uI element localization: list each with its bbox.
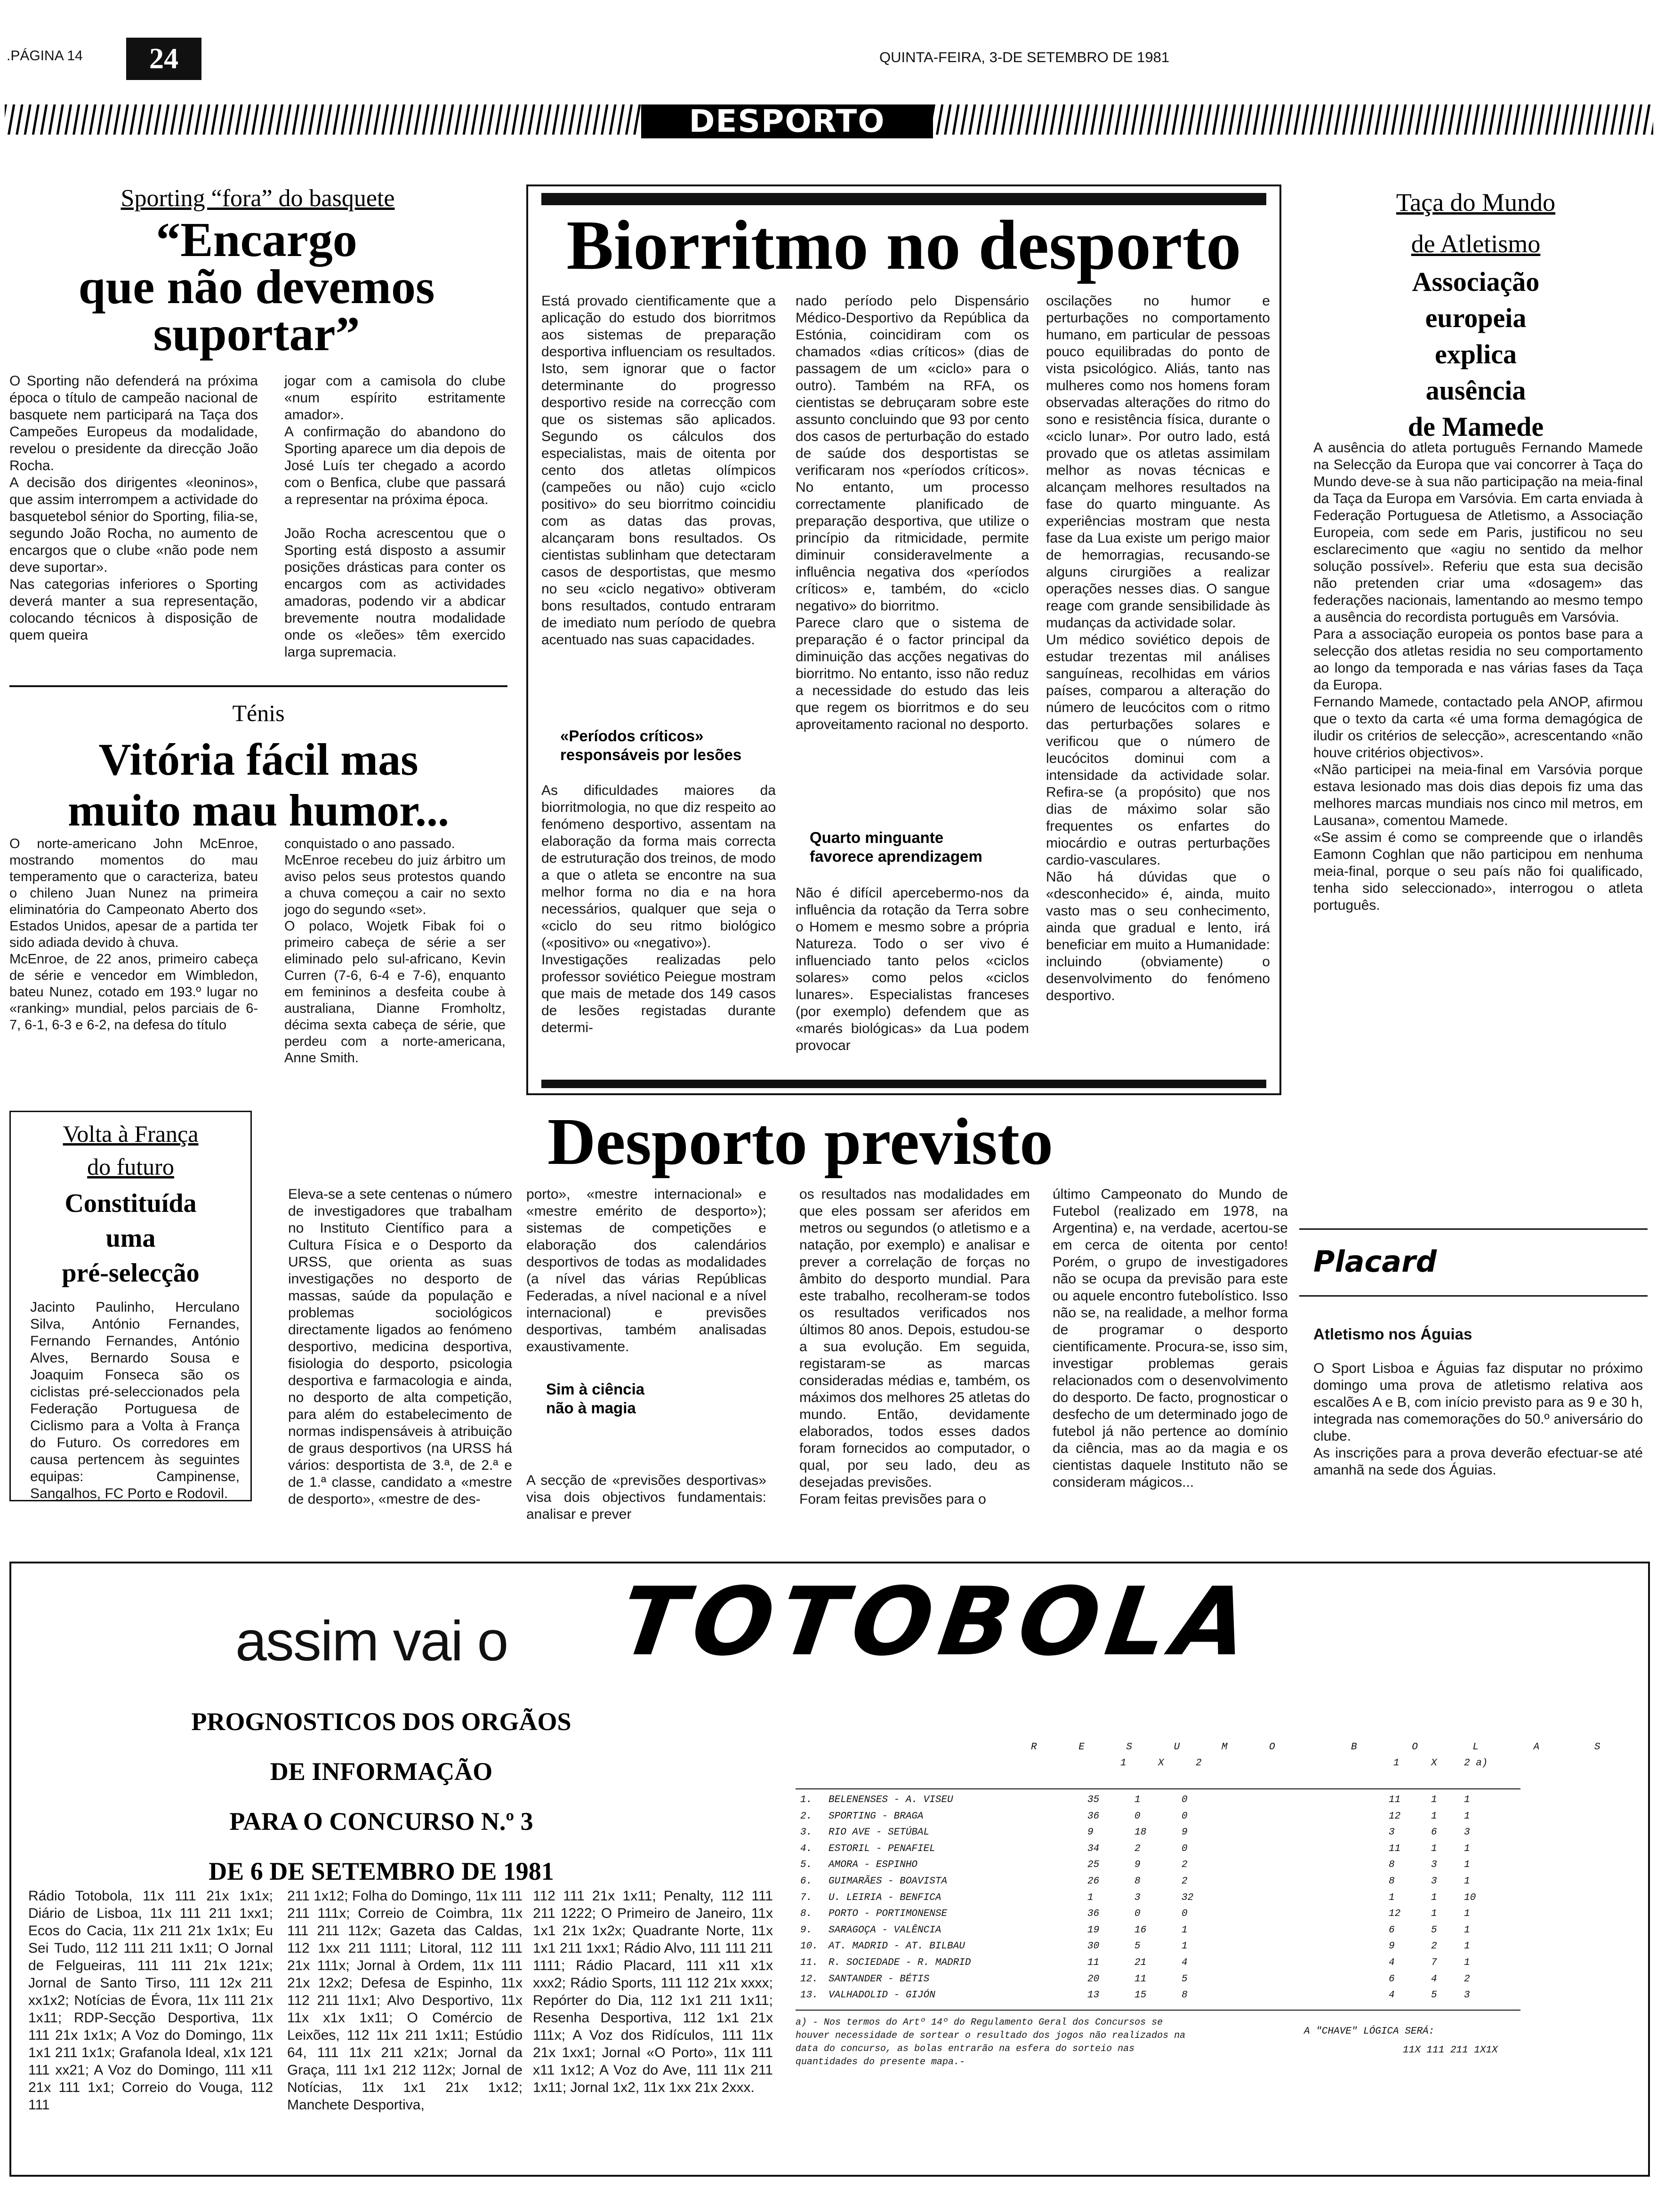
bolas-col-1: 1: [1393, 1758, 1400, 1769]
page-number-badge: 24: [126, 38, 201, 80]
totobola-list-1: Rádio Totobola, 11x 111 21x 1x1x; Diário de Lisboa, 11x 111 211 1xx1; Ecos do Cacia, 11x 211 21x 1x1x; Eu Sei Tudo, 112 111 211 1x11; O Jornal de Felgueiras, 111 111 21x 121x; Jornal de Santo Tirso, 111 12x 211 xx1x2; Notícias de Évora, 11x 111 21x 1x11; RDP-Secção Desportiva, 11x 111 21x 1x1x; A Voz do Domingo, 11x 1x1 211 1x1x; Grafanola Ideal, x1x 121 111 xx21; A Voz do Domingo, 111 x11 21x 111 1x1; Correio do Vouga, 112 111: [28, 1888, 273, 2113]
biorritmo-headline: Biorritmo no desporto: [566, 206, 1241, 284]
resumo-header: R E S U M O: [1031, 1742, 1293, 1753]
resumo-col-x: X: [1158, 1758, 1164, 1769]
previsto-subhead: Sim à ciência não à magia: [546, 1380, 645, 1417]
results-table: 1. BELENENSES - A. VISEU 35 1 0 11 1 1 2. SPORTING - BRAGA 36 0 0 12 1 1 3. RIO AVE - SETÚBAL 9 18 9 3 6 3 4. ESTORIL - PENAFIEL 34 2 0 11 1 1 5. AMORA - ESPINHO 25 9 2 8 3 1 6. GUIMARÃES - BOAVISTA 26 8 2 8 3 1 7. U. LEIRIA - BENFICA 1 3 32 1 1 10 8. PORTO - PORTIMONENSE 36 0 0 12 1 1 9. SARAGOÇA - VALÊNCIA 19 16 1 6 5 1 10. AT. MADRID - AT. BILBAU 30 5 1 9 2 1 11. R. SOCIEDADE - R. MADRID 11 21 4 4 7 1 12. SANTANDER - BÉTIS 20 11 5 6 4 2 13. VALHADOLID - GIJÓN 13 15 8 4 5 3: [800, 1795, 1476, 2001]
biorritmo-subhead-1: «Períodos críticos» responsáveis por lesões: [560, 727, 742, 763]
placard-rule-top: [1299, 1228, 1648, 1230]
totobola-heading: PROGNOSTICOS DOS ORGÃOS DE INFORMAÇÃO PARA O CONCURSO N.º 3 DE 6 DE SETEMBRO DE 1981: [191, 1707, 571, 1885]
resumo-col-2: 2: [1196, 1758, 1202, 1769]
section-title: DESPORTO: [641, 104, 933, 138]
biorritmo-column-2b: Não é difícil apercebermo-nos da influência da rotação da Terra sobre o Homem e mesmo sobre a própria Natureza. Todo o ser vivo é influenciado tanto pelos «ciclos solares» como pelos «ciclos lunares». Especialistas franceses (por exemplo) defendem que as «marés biológicas» da Lua podem provocar: [796, 885, 1029, 1053]
biorritmo-column-2: nado período pelo Dispensário Médico-Desportivo da República da Estónia, coincidiram com os chamados «dias críticos» (dias de passagem de um «ciclo» para o outro). Também na RFA, os cientistas se debruçaram sobre este assunto concluindo que 93 por cento dos casos de perturbação do estado de saúde dos desportistas se verificaram nos «períodos críticos». No entanto, um processo correctamente planificado de preparação desportiva, que utilize o princípio da ritmicidade, permite diminuir consideravelmente a influência negativa dos «períodos críticos» e, também, do «ciclo negativo» do biorritmo. Parece claro que o sistema de preparação é o factor principal da diminuição das acções negativas do biorritmo. No entanto, isso não reduz a necessidade do estudo das leis que regem os biorritmos e do seu aproveitamento racional no desporto.: [796, 293, 1029, 732]
chave-label: A "CHAVE" LÓGICA SERÁ:: [1304, 2026, 1435, 2037]
taca-body: A ausência do atleta português Fernando Mamede na Selecção da Europa que vai concorrer à Taça do Mundo deve-se à sua não participação na meia-final da Taça da Europa em Varsóvia. Em carta enviada à Federação Portuguesa de Atletismo, a Associação Europeia, com sede em Paris, justificou no seu esclarecimento que «agiu no sentido da melhor solução possível». Referiu que esta sua decisão não pretenden criar uma «dosagem» das federações nacionais, lamentando ao mesmo tempo a ausência do recordista português em Varsóvia. Para a associação europeia os pontos base para a selecção dos atletas residia no seu comportamento ao longo da temporada e nas várias fases da Taça da Europa. Fernando Mamede, contactado pela ANOP, afirmou que o texto da carta «é uma forma demagógica de iludir os critérios de selecção», acrescentando «não houve critérios objectivos». «Não participei na meia-final em Varsóvia porque estava lesionado mas dois dias depois fiz uma das melhores marcas mundiais nos cinco mil metros, em Lausana», comentou Mamede. «Se assim é como se compreende que o irlandês Eamonn Coghlan que não participou em nenhuma meia-final, porque o seu país não foi qualificado, tenha sido seleccionado», interrogou o atleta português.: [1313, 440, 1643, 913]
tenis-column-1: O norte-americano John McEnroe, mostrando momentos do mau temperamento que o caracteriza, bateu o chileno Juan Nunez na primeira eliminatória do Campeonato Aberto dos Estados Unidos, apesar de a partida ter sido adiada devido à chuva. McEnroe, de 22 anos, primeiro cabeça de série e vencedor em Wimbledon, bateu Nunez, cotado em 193.º lugar no «ranking» mundial, pelos parciais de 6-7, 6-1, 6-3 e 6-2, na defesa do título: [9, 836, 258, 1033]
taca-headline: Associação europeia explica ausência de Mamede: [1408, 266, 1544, 442]
biorritmo-column-1: Está provado cientificamente que a aplicação do estudo dos biorritmos aos sistemas de preparação desportiva influenciam os resultados. Isto, sem ignorar que o factor determinante do progresso desportivo reside na correcção com que os sistemas são aplicados. Segundo os cálculos dos especialistas, mais de oitenta por cento dos atletas olímpicos (campeões ou não) cujo «ciclo positivo» do seu biorritmo coincidiu com as datas das provas, alcançaram bons resultados. Os cientistas sublinham que detectaram casos de desportistas, que mesmo no seu «ciclo negativo» obtiveram bons resultados, contudo entraram de imediato num período de quebra acentuado nas suas capacidades.: [541, 293, 776, 648]
previsto-column-4: último Campeonato do Mundo de Futebol (realizado em 1978, na Argentina) e, na verdade, acertou-se em cerca de oitenta por cento! Porém, o grupo de investigadores não se ocupa da previsão para este ou aquele encontro futebolístico. Isso não se, na realidade, a melhor forma de programar o desporto cientificamente. Procura-se, isso sim, investigar problemas gerais relacionados com o desenvolvimento do desporto. De facto, prognosticar o desfecho de um determinado jogo de futebol já não pertence ao domínio da ciência, mas ao da magia e os cientistas daquele Instituto não se consideram mágicos...: [1053, 1186, 1288, 1490]
section-bar-hatch-right: [933, 104, 1653, 135]
bolas-col-2: 2 a): [1464, 1758, 1488, 1769]
tenis-kicker: Ténis: [232, 700, 285, 726]
volta-kicker: Volta à França do futuro: [63, 1121, 199, 1180]
basquete-column-1: O Sporting não defenderá na próxima época o título de campeão nacional de basquete nem participará na Taça dos Campeões Europeus da modalidade, revelou o presidente da direcção João Rocha. A decisão dos dirigentes «leoninos», que assim interrompem a actividade do basquetebol sénior do Sporting, filia-se, segundo João Rocha, no aumento de encargos que o clube «não pode nem deve suportar». Nas categorias inferiores o Sporting deverá manter a sua representação, colocando técnicos à disposição de quem queira: [9, 373, 258, 643]
bolas-col-x: X: [1431, 1758, 1437, 1769]
biorritmo-subhead-2: Quarto minguante favorece aprendizagem: [810, 829, 982, 865]
placard-body: O Sport Lisboa e Águias faz disputar no próximo domingo uma prova de atletismo relativa aos escalões A e B, com início previsto para as 9 e 30 h, integrada nas comemorações do 50.º aniversário do clube. As inscrições para a prova deverão efectuar-se até amanhã na sede dos Águias.: [1313, 1361, 1643, 1478]
taca-kicker: Taça do Mundo de Atletismo: [1396, 188, 1556, 258]
basquete-headline: “Encargo que não devemos suportar”: [78, 213, 435, 361]
placard-title: Atletismo nos Águias: [1313, 1325, 1472, 1343]
tenis-column-2: conquistado o ano passado. McEnroe recebeu do juiz árbitro um aviso pelos seus protestos quando a chuva começou a cair no sexto jogo do segundo «set». O polaco, Wojetk Fibak foi o primeiro cabeça de série a ser eliminado pelo sul-africano, Kevin Curren (7-6, 6-4 e 7-6), enquanto em femininos a desfeita coube à australiana, Dianne Fromholtz, décima sexta cabeça de série, que perdeu com a norte-americana, Anne Smith.: [284, 836, 506, 1066]
totobola-list-3: 112 111 21x 1x11; Penalty, 112 111 211 1222; O Primeiro de Janeiro, 11x 1x1 21x 1x2x; Quadrante Norte, 11x 1x1 211 1xx1; Rádio Alvo, 111 111 211 1111; Rádio Placard, 111 x11 x1x xxx2; Rádio Sports, 111 112 21x xxxx; Repórter do Dia, 112 1x1 211 1x11; Resenha Desportiva, 112 1x1 21x 111x; A Voz dos Ridículos, 111 11x 21x 1xx1; Jornal «O Porto», 11x 111 x11 1x12; A Voz do Ave, 111 11x 211 1x11; Jornal 1x2, 11x 1xx 21x 2xxx.: [533, 1888, 773, 2095]
previsto-headline: Desporto previsto: [547, 1104, 1054, 1178]
biorritmo-column-3: oscilações no humor e perturbações no comportamento humano, em particular de pessoas pouco equilibradas do ponto de vista psicológico. Aliás, tanto nas mulheres como nos homens foram observadas alterações do ritmo do sono e resistência física, durante o «ciclo lunar». Por outro lado, está provado que os atletas assimilam melhor as novas técnicas e alcançam melhores resultados na fase do quarto minguante. As experiências mostram que nesta fase da Lua existe um perigo maior de hemorragias, recusando-se alguns cirurgiões a realizar operações nesses dias. O sangue reage com grande sensibilidade às mudanças da actividade solar. Um médico soviético depois de estudar trezentas mil análises sanguíneas, recolhidas em vários países, comparou a alteração do número de leucócitos com o ritmo das perturbações solares e verificou que o número de leucócitos dominui com a intensidade da actividade solar. Refira-se (a propósito) que nos dias de máximo solar são frequentes os enfartes do miocárdio e outras perturbações cardio-vasculares. Não há dúvidas que o «desconhecido» é, ainda, muito vasto mas o seu conhecimento, ainda que gradual e lento, irá beneficiar em muito a Humanidade: incluindo (obviamente) o desenvolvimento do fenómeno desportivo.: [1046, 293, 1270, 1003]
table-bottom-rule: [796, 2010, 1520, 2011]
biorritmo-top-bar: [541, 193, 1266, 205]
tenis-headline: Vitória fácil mas muito mau humor...: [68, 734, 449, 835]
previsto-column-1: Eleva-se a sete centenas o número de investigadores que trabalham no Instituto Científico para a Cultura Física e o Desporto da URSS, que orienta as suas investigações no desporto de massas, saúde da população e problemas sociológicos directamente ligados ao fenómeno desportivo, medicina desportiva, fisiologia do desporto, psicologia desportiva e farmacologia e ainda, no desporto de alta competição, para além do estabelecimento de normas indispensáveis à atribuição de graus desportivos (na URSS há vários: desportista de 3.ª, de 2.ª e de 1.ª classe, candidato a «mestre de desporto», «mestre de des-: [288, 1186, 512, 1507]
placard-rule-bottom: [1299, 1295, 1648, 1297]
totobola-list-2: 211 1x12; Folha do Domingo, 11x 111 211 111x; Correio de Coimbra, 11x 111 211 112x; Gazeta das Caldas, 112 1xx 211 1111; Litoral, 112 111 21x 111x; Jornal à Ordem, 11x 111 21x 12x2; Defesa de Espinho, 11x 112 211 11x1; Alvo Desportivo, 11x 11x x1x 1x11; O Comércio de Leixões, 112 11x 211 1x11; Estúdio 64, 111 11x 211 x21x; Jornal da Graça, 111 1x1 212 112x; Jornal de Notícias, 11x 1x1 21x 1x12; Manchete Desportiva,: [287, 1888, 523, 2113]
totobola-logo: TOTOBOLA: [613, 1567, 1263, 1677]
basquete-column-2: jogar com a camisola do clube «num espírito estritamente amador». A confirmação do abandono do Sporting aparece um dia depois de José Luís ter chegado a acordo com o Benfica, clube que passará a representar na próxima época. João Rocha acrescentou que o Sporting está disposto a assumir posições drásticas para conter os encargos com as actividades amadoras, podendo vir a abdicar brevemente noutra modalidade onde os «leões» têm exercido larga supremacia.: [284, 373, 506, 660]
bolas-header: B O L A S: [1351, 1742, 1625, 1753]
table-top-rule: [796, 1788, 1520, 1789]
section-bar-hatch-left: [5, 104, 645, 135]
basquete-kicker: Sporting “fora” do basquete: [121, 185, 395, 212]
previsto-column-3: os resultados nas modalidades em que eles possam ser aferidos em metros ou segundos (o atletismo e a natação, por exemplo) e analisar e prever a correlação de forças no âmbito do desporto mundial. Para este trabalho, recolheram-se todos os resultados verificados nos últimos 80 anos. Depois, estudou-se a sua evolução. Em seguida, registaram-se as marcas consideradas médias e, também, os máximos dos melhores 25 atletas do mundo. Então, devidamente elaborados, todos esses dados foram fornecidos ao computador, o qual, por seu lado, deu as desejadas previsões. Foram feitas previsões para o: [799, 1186, 1030, 1507]
totobola-lead: assim vai o: [235, 1610, 508, 1673]
previsto-column-2: porto», «mestre internacional» e «mestre emérito de desporto»); sistemas de competições e elaboração dos calendários desportivos de todas as modalidades (a nível das várias Repúblicas Federadas, a nível nacional e a nível internacional) e previsões desportivas, também analisadas exaustivamente.: [526, 1186, 766, 1354]
chave-value: 11X 111 211 1X1X: [1403, 2045, 1498, 2056]
resumo-col-1: 1: [1120, 1758, 1126, 1769]
totobola-footnote: a) - Nos termos do Artº 14º do Regulamento Geral dos Concursos se houver necessidade de sortear o resultado dos jogos não realizados na data do concurso, as bolas entrarão na esfera do sorteio nas quantidades do presente mapa.-: [796, 2017, 1186, 2068]
volta-headline: Constituída uma pré-selecção: [62, 1189, 200, 1288]
biorritmo-bottom-bar: [541, 1080, 1266, 1088]
placard-logo: Placard: [1313, 1244, 1437, 1279]
page-label: .PÁGINA 14: [7, 48, 83, 64]
basquete-divider: [9, 685, 507, 687]
page-date: QUINTA-FEIRA, 3-DE SETEMBRO DE 1981: [879, 49, 1170, 65]
previsto-column-2b: A secção de «previsões desportivas» visa dois objectivos fundamentais: analisar e prever: [526, 1473, 766, 1522]
volta-body: Jacinto Paulinho, Herculano Silva, António Fernandes, Fernando Fernandes, António Alves, Bernardo Sousa e Joaquim Fonseca são os ciclistas pré-seleccionados pela Federação Portuguesa de Ciclismo para a Volta à França do Futuro. Os corredores em causa pertencem às seguintes equipas: Campinense, Sangalhos, FC Porto e Rodovil.: [30, 1299, 240, 1501]
biorritmo-column-1b: As dificuldades maiores da biorritmologia, no que diz respeito ao fenómeno desportivo, assentam na elaboração da forma mais correcta de estruturação dos treinos, de modo a que o atleta se encontre na sua melhor forma no dia e na hora necessários, qualquer que seja o «ciclo do seu ritmo biológico («positivo» ou «negativo»). Investigações realizadas pelo professor soviético Peiegue mostram que mais de metade dos 149 casos de lesões registadas durante determi-: [541, 783, 776, 1035]
